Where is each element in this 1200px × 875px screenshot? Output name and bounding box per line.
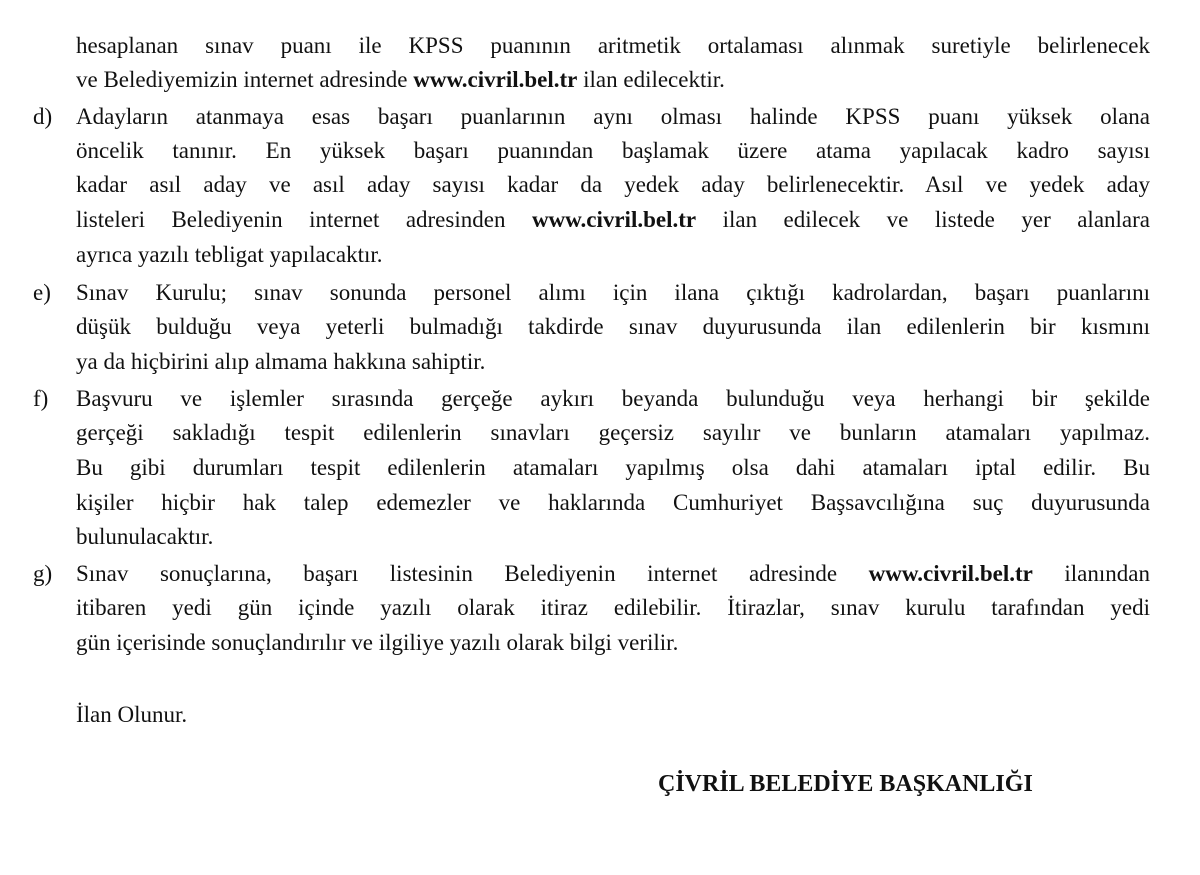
item-e-line-1: Sınav Kurulu; sınav sonunda personel alımı için ilana çıktığı kadrolardan, başarı puanlarını [76,280,1150,305]
intro-text: ve Belediyemizin internet adresinde [76,67,414,92]
list-marker-f: f) [33,386,49,411]
item-f-line-2: gerçeği sakladığı tespit edilenlerin sınavları geçersiz sayılır ve bunların atamaları yapılmaz. [76,420,1150,445]
item-d-text: listeleri Belediyenin internet adresinden [76,207,532,232]
website-link[interactable]: www.civril.bel.tr [413,67,578,92]
item-d-line-2: öncelik tanınır. En yüksek başarı puanından başlamak üzere atama yapılacak kadro sayısı [76,138,1150,163]
item-e-line-3: ya da hiçbirini alıp almama hakkına sahiptir. [76,349,486,374]
item-g-text: ilanından [1032,561,1150,586]
intro-line-2 [76,63,1150,97]
item-g-text: Sınav sonuçlarına, başarı listesinin Belediyenin internet adresinde [76,561,869,586]
item-d-line-3: kadar asıl aday ve asıl aday sayısı kadar da yedek aday belirlenecektir. Asıl ve yedek aday [76,172,1150,197]
item-d-text: ilan edilecek ve listede yer alanlara [696,207,1150,232]
item-f-line-3: Bu gibi durumları tespit edilenlerin atamaları yapılmış olsa dahi atamaları iptal edilir. Bu [76,455,1150,480]
signature-authority: ÇİVRİL BELEDİYE BAŞKANLIĞI [658,771,1033,797]
item-f-line-5: bulunulacaktır. [76,524,214,549]
item-g-line-2: itibaren yedi gün içinde yazılı olarak itiraz edilebilir. İtirazlar, sınav kurulu tarafından yedi [76,595,1150,620]
website-link[interactable]: www.civril.bel.tr [531,207,697,232]
closing-text: İlan Olunur. [76,702,188,727]
item-g-line-3: gün içerisinde sonuçlandırılır ve ilgiliye yazılı olarak bilgi verilir. [76,630,679,655]
list-marker-e: e) [33,280,51,305]
item-d-line-1: Adayların atanmaya esas başarı puanlarının aynı olması halinde KPSS puanı yüksek olana [76,104,1150,129]
item-d-line-4 [76,203,1150,237]
intro-text: ilan edilecektir. [577,67,725,92]
list-marker-d: d) [33,104,53,129]
item-f-line-1: Başvuru ve işlemler sırasında gerçeğe aykırı beyanda bulunduğu veya herhangi bir şekilde [76,386,1150,411]
list-marker-g: g) [33,561,53,586]
item-g-line-1 [76,557,1150,591]
intro-line-1: hesaplanan sınav puanı ile KPSS puanının aritmetik ortalaması alınmak suretiyle belirlenecek [76,33,1150,58]
item-e-line-2: düşük bulduğu veya yeterli bulmadığı takdirde sınav duyurusunda ilan edilenlerin bir kısmını [76,314,1150,339]
item-d-line-5: ayrıca yazılı tebligat yapılacaktır. [76,242,383,267]
item-f-line-4: kişiler hiçbir hak talep edemezler ve haklarında Cumhuriyet Başsavcılığına suç duyurusunda [76,490,1150,515]
website-link[interactable]: www.civril.bel.tr [868,561,1033,586]
